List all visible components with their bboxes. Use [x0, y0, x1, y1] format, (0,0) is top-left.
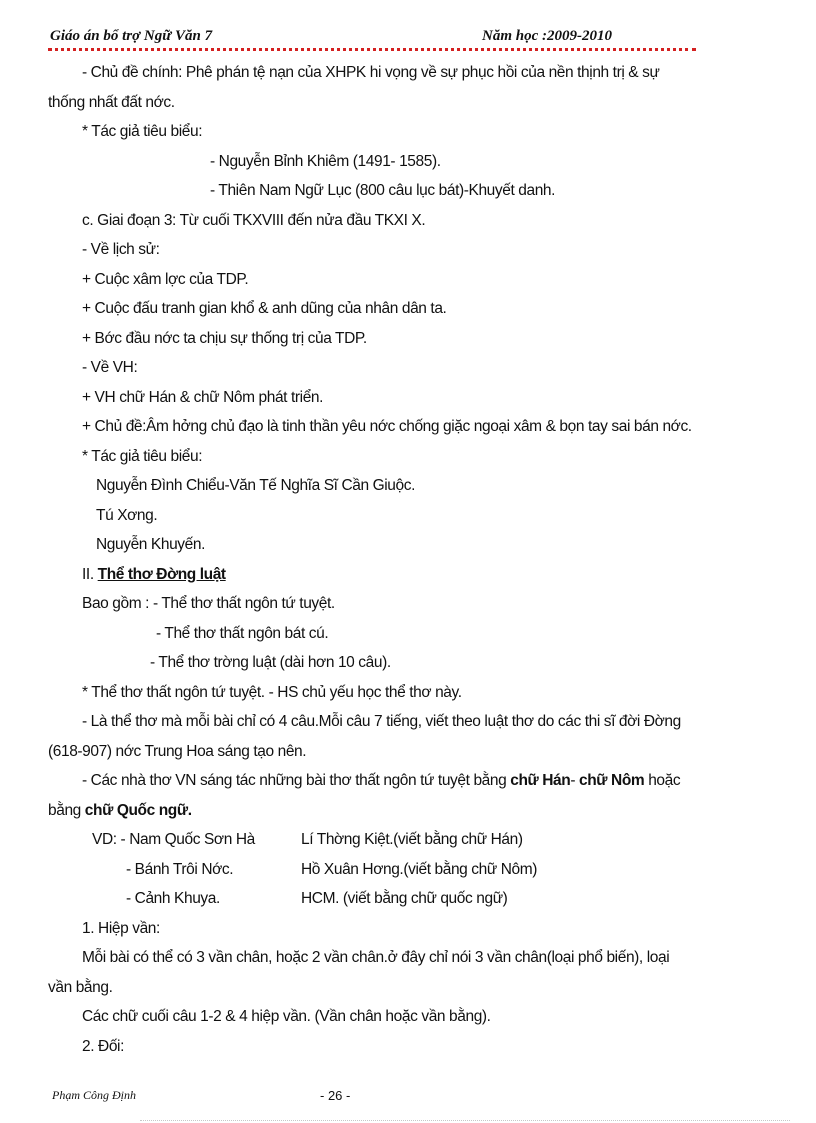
poets-text-2: -: [570, 772, 580, 789]
paragraph-author-1: - Nguyễn Bỉnh Khiêm (1491- 1585).: [210, 152, 441, 170]
paragraph-main-theme: - Chủ đề chính: Phê phán tệ nạn của XHPK hi vọng về sự phục hồi của nền thịnh trị & sự thống nhất đất nớc.: [48, 64, 660, 111]
paragraph-authors-heading-2: * Tác giả tiêu biểu:: [82, 447, 203, 465]
paragraph-includes-2: - Thể thơ thất ngôn bát cú.: [156, 624, 329, 642]
paragraph-rhyme-1: Mỗi bài có thể có 3 vần chân, hoặc 2 vần chân.ở đây chỉ nói 3 vần chân(loại phổ biến), loại vần bằng.: [48, 949, 670, 996]
example-label: - Bánh Trôi Nớc.: [126, 860, 234, 878]
paragraph-rhyme-2: Các chữ cuối câu 1-2 & 4 hiệp vần. (Vần chân hoặc vần bằng).: [82, 1008, 491, 1025]
page-number: - 26 -: [320, 1088, 351, 1103]
section-number: II.: [82, 565, 94, 583]
poets-text-1: - Các nhà thơ VN sáng tác những bài thơ thất ngôn tứ tuyệt bằng: [82, 772, 511, 789]
document-body: [48, 58, 696, 1061]
paragraph-history-3: + Bớc đầu nớc ta chịu sự thống trị của TDP.: [82, 329, 367, 347]
paragraph-history-1: + Cuộc xâm lợc của TDP.: [82, 270, 249, 288]
paragraph-author-4: Tú Xơng.: [96, 506, 158, 524]
paragraph-period-3: c. Giai đoạn 3: Từ cuối TKXVIII đến nửa đầu TKXI X.: [82, 211, 426, 229]
example-row: [48, 884, 696, 914]
page-footer: [50, 1088, 750, 1110]
example-label: - Cảnh Khuya.: [126, 890, 220, 907]
header-title: Giáo án bổ trợ Ngữ Văn 7: [50, 28, 213, 44]
paragraph-author-5: Nguyễn Khuyến.: [96, 536, 206, 553]
footer-divider: [140, 1120, 790, 1121]
paragraph-includes-3: - Thể thơ trờng luật (dài hơn 10 câu).: [150, 654, 391, 671]
paragraph-parallel-heading: 2. Đối:: [82, 1037, 124, 1055]
poets-bold-nom: chữ Nôm: [579, 772, 645, 789]
example-row: [48, 825, 696, 855]
paragraph-poets: [48, 766, 696, 825]
example-note: HCM. (viết bằng chữ quốc ngữ): [301, 890, 508, 907]
section-heading: [48, 560, 696, 590]
header-school-year: Năm học :2009-2010: [482, 28, 612, 44]
paragraph-history-2: + Cuộc đấu tranh gian khổ & anh dũng của nhân dân ta.: [82, 300, 447, 317]
example-row: [48, 855, 696, 885]
paragraph-authors-heading: * Tác giả tiêu biểu:: [82, 123, 203, 140]
paragraph-history: - Về lịch sử:: [82, 241, 160, 258]
paragraph-literature: - Về VH:: [82, 359, 138, 376]
example-note: Lí Thờng Kiệt.(viết bằng chữ Hán): [301, 831, 523, 848]
page-header: [50, 26, 695, 48]
paragraph-literature-1: + VH chữ Hán & chữ Nôm phát triển.: [82, 388, 324, 406]
section-title: Thể thơ Đờng luật: [97, 565, 226, 583]
example-note: Hồ Xuân Hơng.(viết bằng chữ Nôm): [301, 860, 538, 878]
paragraph-author-3: Nguyễn Đình Chiểu-Văn Tế Nghĩa Sĩ Cần Giuộc.: [96, 477, 415, 494]
paragraph-includes: Bao gồm : - Thể thơ thất ngôn tứ tuyệt.: [82, 595, 335, 612]
paragraph-author-2: - Thiên Nam Ngữ Lục (800 câu lục bát)-Khuyết danh.: [210, 182, 556, 199]
paragraph-quatrain-note: * Thể thơ thất ngôn tứ tuyệt. - HS chủ yếu học thể thơ này.: [82, 683, 462, 701]
poets-bold-quocngu: chữ Quốc ngữ.: [84, 801, 192, 819]
poets-text-3: hoặc bằng: [48, 772, 681, 819]
header-divider: [48, 48, 696, 51]
example-label: VD: - Nam Quốc Sơn Hà: [92, 831, 255, 848]
footer-author: Phạm Công Định: [52, 1088, 136, 1102]
poets-bold-han: chữ Hán: [510, 772, 571, 789]
paragraph-rhyme-heading: 1. Hiệp vần:: [82, 919, 160, 937]
paragraph-literature-2: + Chủ đề:Âm hởng chủ đạo là tinh thần yêu nớc chống giặc ngoại xâm & bọn tay sai bán nớc.: [82, 418, 692, 435]
paragraph-quatrain-def: - Là thể thơ mà mỗi bài chỉ có 4 câu.Mỗi câu 7 tiếng, viết theo luật thơ do các thi sĩ đời Đờng (618-907) nớc Trung Hoa sáng tạo nên.: [48, 713, 681, 760]
